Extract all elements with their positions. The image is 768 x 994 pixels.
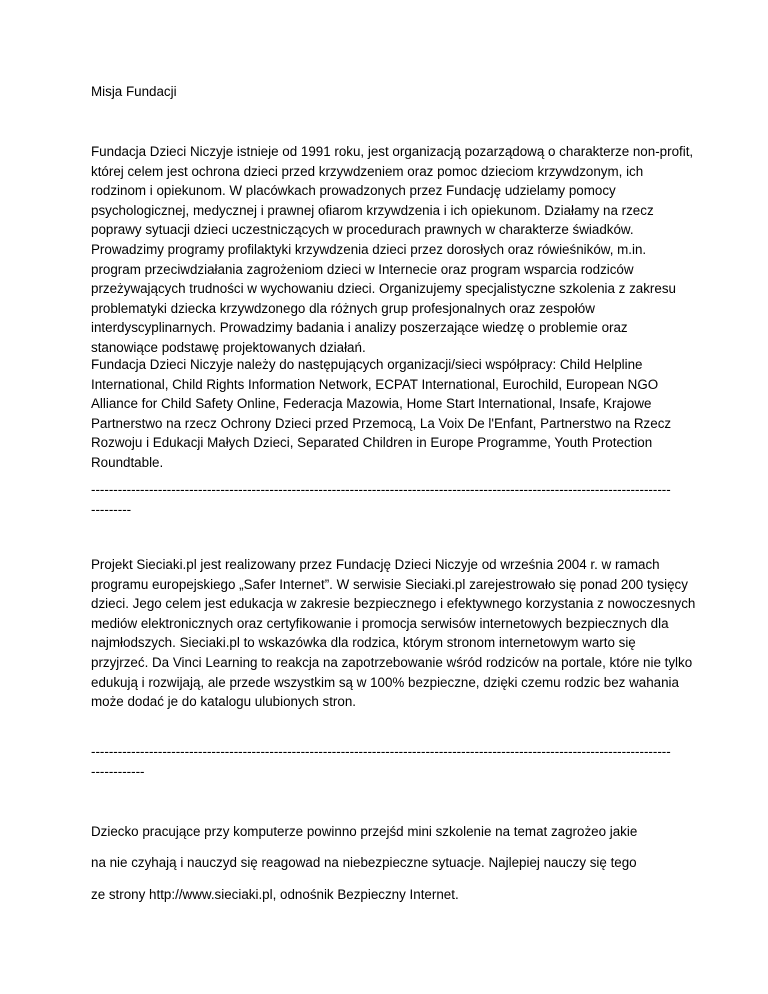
text-line: edukują i rozwijają, ale przede wszystkim są w 100% bezpieczne, dzięki czemu rodzic bez wahania xyxy=(91,674,679,690)
text-line: mediów elektronicznych oraz certyfikowanie i promocja serwisów internetowych bezpiecznych dla xyxy=(91,615,669,631)
text-line: rodzinom i opiekunom. W placówkach prowadzonych przez Fundację udzielamy pomocy xyxy=(91,183,616,199)
separator-line: ---------------------------------------------------------------------------------------------------------------------------------- xyxy=(91,744,671,759)
document-title: Misja Fundacji xyxy=(91,84,177,99)
sieciaki-paragraph xyxy=(91,555,696,712)
mission-paragraph xyxy=(91,142,694,358)
text-line: Fundacja Dzieci Niczyje istnieje od 1991 roku, jest organizacją pozarządową o charakterze non-profit, xyxy=(91,144,694,159)
text-line: Prowadzimy programy profilaktyki krzywdzenia dzieci przez dorosłych oraz rówieśników, m.in. xyxy=(91,241,647,257)
text-line: psychologicznej, medycznej i prawnej ofiarom krzywdzenia i ich opiekunom. Działamy na rzecz xyxy=(91,202,654,218)
text-line: programu europejskiego „Safer Internet”. W serwisie Sieciaki.pl zarejestrowało się ponad 200 tysięcy xyxy=(91,576,688,592)
text-line: przeżywających trudności w wychowaniu dzieci. Organizujemy specjalistyczne szkolenia z zakresu xyxy=(91,281,676,297)
text-line: interdyscyplinarnych. Prowadzimy badania i analizy poszerzające wiedzę o problemie oraz xyxy=(91,320,628,336)
separator-line: ---------------------------------------------------------------------------------------------------------------------------------- xyxy=(91,482,671,497)
text-line: poprawy sytuacji dzieci uczestniczących w procedurach prawnych w charakterze świadków. xyxy=(91,222,634,238)
separator-line: ------------ xyxy=(91,763,145,779)
text-line: przyjrzeć. Da Vinci Learning to reakcja na zapotrzebowanie wśród rodziców na portale, które nie tylko xyxy=(91,654,693,670)
final-line: Dziecko pracujące przy komputerze powinno przejśd mini szkolenie na temat zagrożeo jakie xyxy=(91,824,638,839)
final-line: ze strony http://www.sieciaki.pl, odnośnik Bezpieczny Internet. xyxy=(91,887,459,902)
text-line: najmłodszych. Sieciaki.pl to wskazówka dla rodzica, którym stronom internetowym warto się xyxy=(91,635,636,651)
text-line: program przeciwdziałania zagrożeniom dzieci w Internecie oraz program wsparcia rodziców xyxy=(91,261,634,277)
text-line: Alliance for Child Safety Online, Federacja Mazowia, Home Start International, Insafe, Krajowe xyxy=(91,396,652,412)
text-line: Fundacja Dzieci Niczyje należy do następujących organizacji/sieci współpracy: Child Helpline xyxy=(91,357,643,372)
text-line: problematyki dziecka krzywdzonego dla różnych grup profesjonalnych oraz zespołów xyxy=(91,300,595,316)
text-line: której celem jest ochrona dzieci przed krzywdzeniem oraz pomoc dzieciom krzywdzonym, ich xyxy=(91,163,644,179)
text-line: dzieci. Jego celem jest edukacja w zakresie bezpiecznego i efektywnego korzystania z nowoczesnych xyxy=(91,596,696,612)
separator-line: --------- xyxy=(91,501,132,517)
dashed-separator xyxy=(91,742,681,781)
text-line: Roundtable. xyxy=(91,454,164,470)
text-line: International, Child Rights Information Network, ECPAT International, Eurochild, European NGO xyxy=(91,376,659,392)
text-line: Partnerstwo na rzecz Ochrony Dzieci przed Przemocą, La Voix De l'Enfant, Partnerstwo na Rzecz xyxy=(91,415,672,431)
text-line: Rozwoju i Edukacji Małych Dzieci, Separated Children in Europe Programme, Youth Protection xyxy=(91,435,653,451)
text-line: stanowiące podstawę projektowanych działań. xyxy=(91,339,366,355)
final-line: na nie czyhają i nauczyd się reagowad na niebezpieczne sytuacje. Najlepiej nauczy się tego xyxy=(91,855,637,870)
networks-paragraph xyxy=(91,355,681,473)
dashed-separator xyxy=(91,480,681,519)
text-line: Projekt Sieciaki.pl jest realizowany przez Fundację Dzieci Niczyje od września 2004 r. w ramach xyxy=(91,557,660,572)
text-line: może dodać je do katalogu ulubionych stron. xyxy=(91,694,357,710)
